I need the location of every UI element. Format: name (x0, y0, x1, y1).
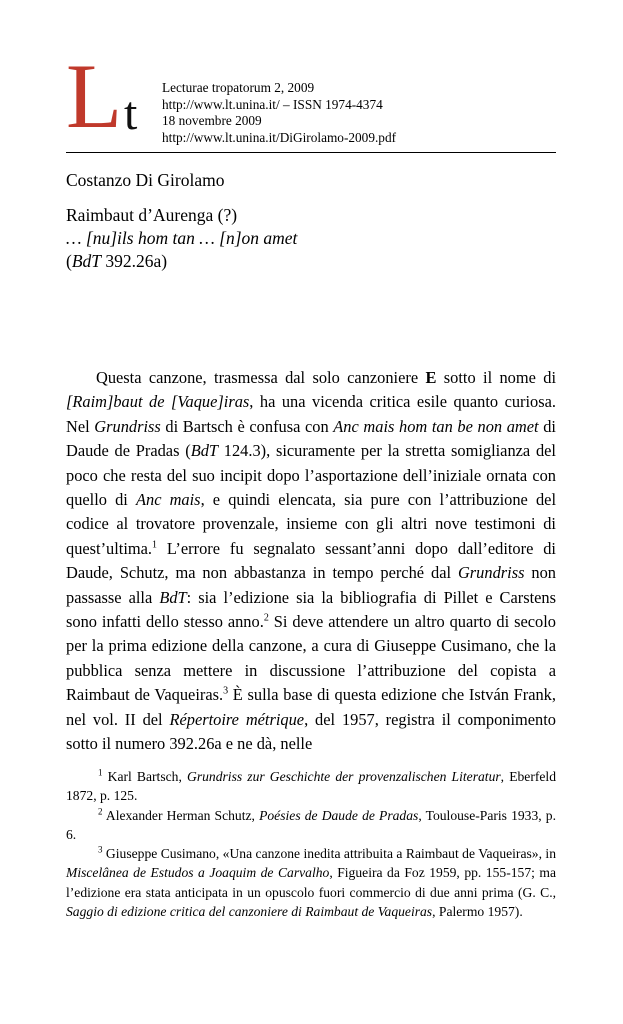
footnote-1: $^1$ Karl Bartsch, Grundriss zur Geschichte der provenzalischen Literatur, Eberfeld 1872, p. 125. (66, 767, 556, 804)
journal-logo (66, 45, 156, 147)
logo-letter-l: L (66, 45, 123, 147)
journal-title: Lecturae tropatorum 2, 2009 (162, 80, 315, 95)
journal-header (162, 80, 396, 146)
title-reference: (BdT 392.26a) (66, 251, 168, 271)
header-divider (66, 152, 556, 153)
pdf-link[interactable]: http://www.lt.unina.it/DiGirolamo-2009.pdf (162, 129, 397, 145)
footnote-3: $^3$ Giuseppe Cusimano, «Una canzone inedita attribuita a Raimbaut de Vaqueiras», in Miscelânea de Estudos a Joaquim de Carvalho, Figueira da Foz 1959, pp. 155-157; ma l’edizione era stata anticipata in un opuscolo fuori commercio di due anni prima (G. C., Saggio di edizione critica del canzoniere di Raimbaut de Vaqueiras, Palermo 1957). (66, 844, 556, 920)
author-name: Costanzo Di Girolamo (66, 170, 225, 190)
body-text (66, 366, 556, 757)
title-poet: Raimbaut d’Aurenga (?) (66, 205, 238, 225)
footnote-2: $^2$ Alexander Herman Schutz, Poésies de Daude de Pradas, Toulouse-Paris 1933, p. 6. (66, 806, 556, 842)
footnote-ref-1[interactable]: 1 (152, 539, 158, 551)
footnotes (66, 767, 556, 921)
publication-date: 18 novembre 2009 (162, 113, 262, 128)
article-title (66, 204, 297, 273)
paragraph: Questa canzone, trasmessa dal solo canzoniere E sotto il nome di [Raim]baut de [Vaque]iras, ha una vicenda critica esile quanto curiosa. Nel Grundriss di Bartsch è confusa con Anc mais hom tan be non amet di Daude de Pradas (BdT 124.3), sicuramente per la stretta somiglianza del poco che resta del suo incipit dopo l’asportazione dell’iniziale ornata con quello di Anc mais, e quindi elencata, sia pure con l’attribuzione del codice al trovatore provenzale, insieme con gli altri nove testimoni di quest’ultima.$^1$ L’errore fu segnalato sessant’anni dopo dall’editore di Daude, Schutz, ma non abbastanza in tempo perché dal Grundriss non passasse alla BdT: sia l’edizione sia la bibliografia di Pillet e Carstens sono infatti dello stesso anno.$^2$ Si deve attendere un altro quarto di secolo per la prima edizione della canzone, a cura di Giuseppe Cusimano, che la pubblica senza mettere in discussione l’attribuzione del copista a Raimbaut de Vaqueiras.$^3$ È sulla base di questa edizione che István Frank, nel vol. II del Répertoire métrique, del 1957, registra il componimento sotto il numero 392.26a e ne dà, nelle (66, 368, 557, 754)
title-incipit: … [nu]ils hom tan … [n]on amet (66, 228, 298, 248)
journal-site[interactable]: http://www.lt.unina.it/ – ISSN 1974-4374 (162, 96, 383, 112)
logo-letter-t: t (124, 87, 138, 140)
footnote-ref-2[interactable]: 2 (263, 612, 269, 624)
footnote-ref-3[interactable]: 3 (223, 685, 229, 697)
